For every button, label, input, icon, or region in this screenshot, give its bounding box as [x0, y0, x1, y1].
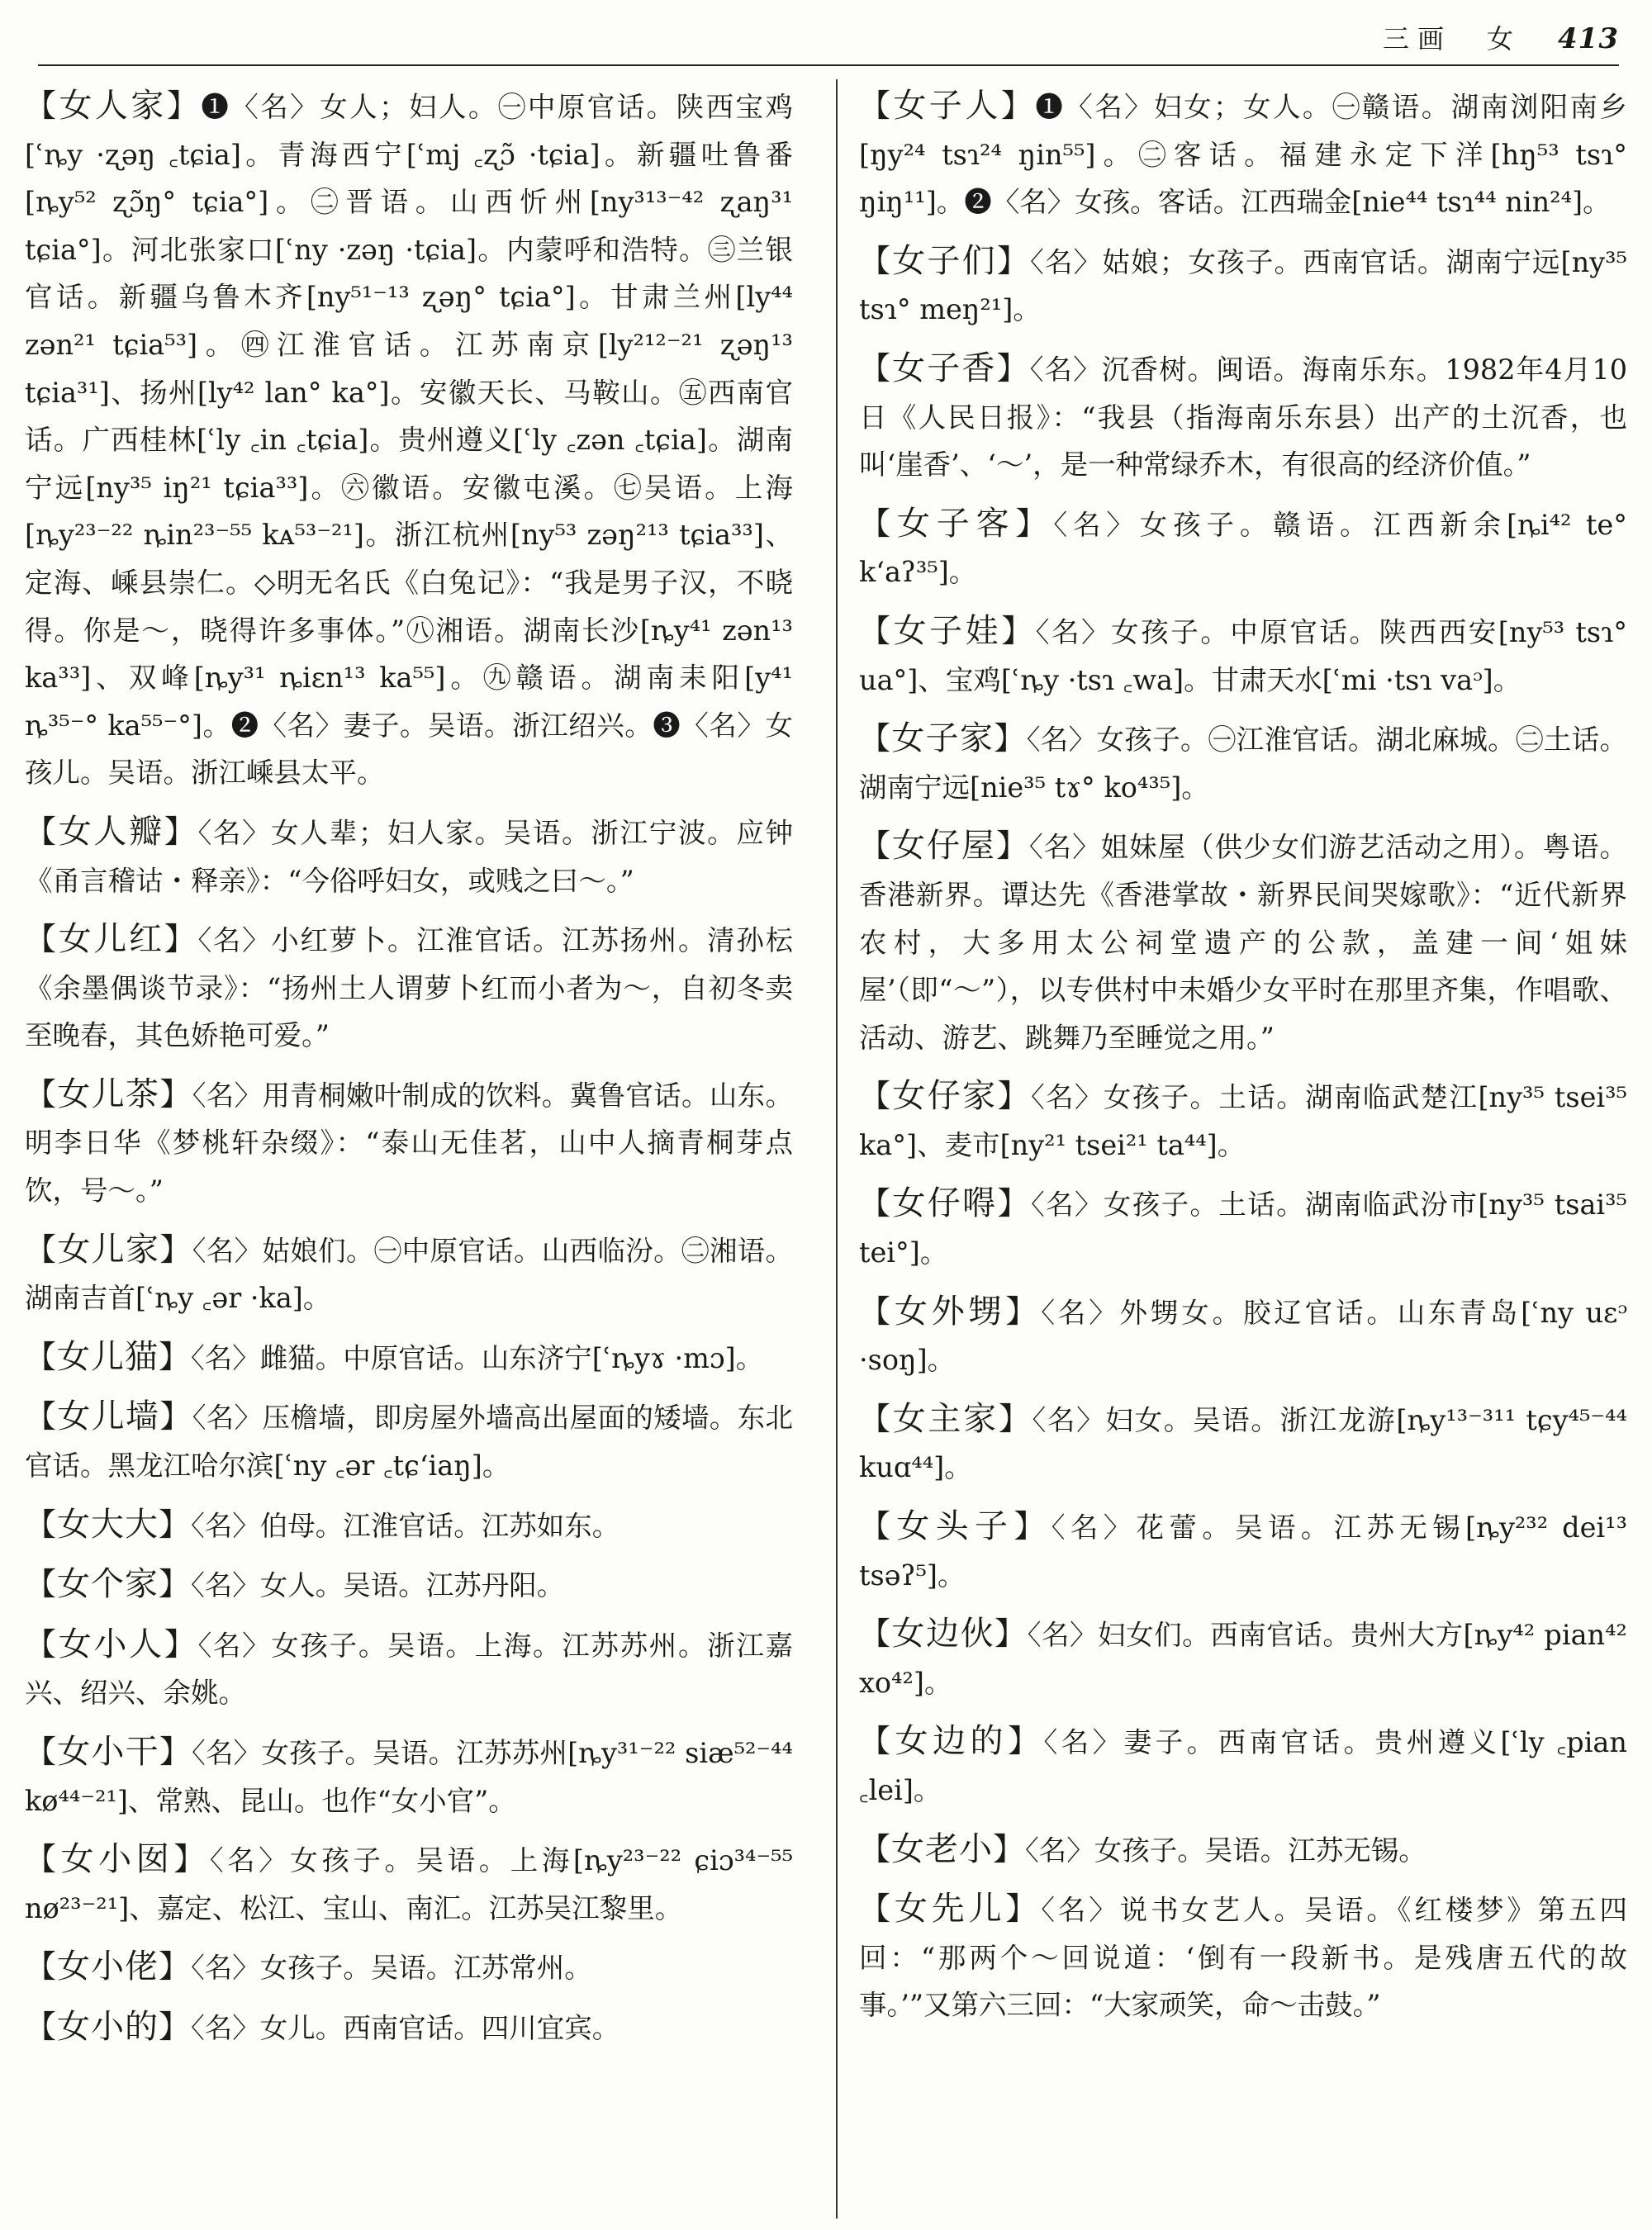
entry-headword: 【女子家】	[859, 719, 1027, 758]
dictionary-entry	[25, 1393, 793, 1489]
dictionary-entry	[25, 916, 793, 1060]
entry-headword: 【女子娃】	[859, 611, 1036, 650]
dictionary-entry	[25, 1226, 793, 1322]
dictionary-entry	[25, 1836, 793, 1932]
dictionary-entry	[859, 608, 1627, 704]
entry-body: 〈名〉女孩子。土话。湖南临武汾市[ny³⁵ tsai³⁵ tei°]。	[859, 1189, 1627, 1269]
entry-body: 〈名〉女孩子。吴语。江苏无锡。	[1025, 1834, 1427, 1867]
entry-headword: 【女儿猫】	[25, 1337, 192, 1376]
dictionary-entry	[25, 1943, 793, 1992]
entry-headword: 【女个家】	[25, 1565, 192, 1604]
entry-body: 〈名〉女孩子。吴语。江苏苏州[ȵy³¹⁻²² siæ⁵²⁻⁴⁴ kø⁴⁴⁻²¹]、常熟、昆山。也作“女小官”。	[25, 1737, 793, 1817]
section-title: 三画 女	[1383, 23, 1522, 55]
entry-body: 〈名〉女人辈；妇人家。吴语。浙江宁波。应钟《甬言稽诂・释亲》：“今俗呼妇女，或贱之曰～。”	[25, 816, 794, 897]
entry-headword: 【女边的】	[859, 1722, 1044, 1761]
entry-headword: 【女外甥】	[859, 1292, 1042, 1331]
entry-headword: 【女头子】	[859, 1507, 1051, 1546]
entry-headword: 【女小的】	[25, 2007, 192, 2046]
entry-headword: 【女人瓣】	[25, 812, 198, 851]
entry-body: 〈名〉女孩子。赣语。江西新余[ȵi⁴² te° kʻaʔ³⁵]。	[859, 508, 1628, 589]
entry-body: 〈名〉女孩子。㊀江淮官话。湖北麻城。㊁土话。湖南宁远[nie³⁵ tɤ° ko⁴³⁵]。	[859, 724, 1627, 804]
entry-body: 〈名〉姑娘们。㊀中原官话。山西临汾。㊁湘语。湖南吉首[ʿȵy ꜀ər ·ka]。	[25, 1234, 793, 1315]
dictionary-entry	[859, 238, 1627, 334]
entry-body: ❶〈名〉妇女；女人。㊀赣语。湖南浏阳南乡[ŋy²⁴ tsɿ²⁴ ŋin⁵⁵]。㊁客话。福建永定下洋[hŋ⁵³ tsɿ° ŋiŋ¹¹]。❷〈名〉女孩。客话。江西瑞金[nie⁴⁴ tsɿ⁴⁴ nin²⁴]。	[859, 91, 1627, 219]
entry-body: 〈名〉压檐墙，即房屋外墙高出屋面的矮墙。东北官话。黑龙江哈尔滨[ʿny ꜀ər ꜀tɕʻiaŋ]。	[25, 1402, 793, 1483]
header-rule	[38, 64, 1619, 66]
dictionary-entry	[859, 1611, 1627, 1706]
entry-body: ❶〈名〉女人；妇人。㊀中原官话。陕西宝鸡[ʿȵy ·ʐəŋ ꜀tɕia]。青海西宁[ʿmj ꜀ʐɔ̃ ·tɕia]。新疆吐鲁番[ȵy⁵² ʐɔ̃ŋ° tɕia°]。㊁晋语。山西忻州[ny³¹³⁻⁴² ʐaŋ³¹ tɕia°]。河北张家口[ʿny ·zəŋ ·tɕia]。内蒙呼和浩特。㊂兰银官话。新疆乌鲁木齐[ny⁵¹⁻¹³ ʐəŋ° tɕia°]。甘肃兰州[ly⁴⁴ zən²¹ tɕia⁵³]。㊃江淮官话。江苏南京[ly²¹²⁻²¹ ʐəŋ¹³ tɕia³¹]、扬州[ly⁴² lan° ka°]。安徽天长、马鞍山。㊄西南官话。广西桂林[ʿly ꜀in ꜀tɕia]。贵州遵义[ʿly ꜀zən ꜀tɕia]。湖南宁远[ny³⁵ iŋ²¹ tɕia³³]。㊅徽语。安徽屯溪。㊆吴语。上海[ȵy²³⁻²² ȵin²³⁻⁵⁵ kᴀ⁵³⁻²¹]。浙江杭州[ny⁵³ zəŋ²¹³ tɕia³³]、定海、嵊县崇仁。◇明无名氏《白兔记》：“我是男子汉，不晓得。你是～，晓得许多事体。”㊇湘语。湖南长沙[ȵy⁴¹ zən¹³ ka³³]、双峰[ȵy³¹ ȵiɛn¹³ ka⁵⁵]。㊈赣语。湖南耒阳[y⁴¹ ȵ³⁵⁻° ka⁵⁵⁻°]。❷〈名〉妻子。吴语。浙江绍兴。❸〈名〉女孩儿。吴语。浙江嵊县太平。	[25, 91, 793, 790]
entry-body: 〈名〉女儿。西南官话。四川宜宾。	[191, 2011, 620, 2044]
entry-headword: 【女小人】	[25, 1625, 198, 1663]
dictionary-entry	[859, 1180, 1627, 1276]
entry-headword: 【女仔嘚】	[859, 1184, 1031, 1223]
entry-body: 〈名〉伯母。江淮官话。江苏如东。	[191, 1509, 620, 1542]
entry-body: 〈名〉姑娘；女孩子。西南官话。湖南宁远[ny³⁵ tsɿ° meŋ²¹]。	[859, 245, 1627, 326]
dictionary-entry	[25, 809, 793, 904]
entry-headword: 【女仔家】	[859, 1077, 1031, 1116]
dictionary-entry	[859, 715, 1627, 811]
entry-headword: 【女边伙】	[859, 1615, 1028, 1654]
dictionary-entry	[859, 83, 1627, 226]
running-head	[1383, 18, 1619, 59]
page-number: 413	[1558, 22, 1619, 55]
entry-body: 〈名〉女孩子。土话。湖南临武楚江[ny³⁵ tsei³⁵ ka°]、麦市[ny²¹ tsei²¹ ta⁴⁴]。	[859, 1081, 1627, 1161]
entry-headword: 【女仔屋】	[859, 827, 1029, 866]
dictionary-entry	[25, 1502, 793, 1550]
entry-headword: 【女儿茶】	[25, 1075, 192, 1113]
entry-headword: 【女人家】	[25, 87, 202, 125]
dictionary-entry	[25, 1561, 793, 1610]
entry-headword: 【女子香】	[859, 349, 1030, 387]
entry-body: 〈名〉女孩子。中原官话。陕西西安[ny⁵³ tsɿ° ua°]、宝鸡[ʿȵy ·tsɿ ꜀wa]。甘肃天水[ʿmi ·tsɿ vaᵓ]。	[859, 615, 1627, 696]
dictionary-entry	[859, 501, 1627, 596]
entry-body: 〈名〉女人。吴语。江苏丹阳。	[191, 1569, 565, 1602]
entry-body: 〈名〉花蕾。吴语。江苏无锡[ȵy²³² dei¹³ tsəʔ⁵]。	[859, 1511, 1627, 1592]
dictionary-entry	[859, 823, 1627, 1061]
entry-body: 〈名〉女孩子。吴语。上海[ȵy²³⁻²² ɕiɔ³⁴⁻⁵⁵ nø²³⁻²¹]、嘉定、松江、宝山、南汇。江苏吴江黎里。	[25, 1844, 793, 1924]
entry-headword: 【女主家】	[859, 1399, 1032, 1438]
column-divider	[836, 79, 838, 2218]
dictionary-entry	[859, 1503, 1627, 1599]
entry-headword: 【女大大】	[25, 1505, 192, 1544]
dictionary-entry	[859, 1073, 1627, 1169]
entry-headword: 【女先儿】	[859, 1890, 1042, 1929]
entry-body: 〈名〉说书女艺人。吴语。《红楼梦》第五四回：“那两个～回说道：‘倒有一段新书。是残唐五代的故事。’”又第六三回：“大家顽笑，命～击鼓。”	[859, 1894, 1627, 2022]
dictionary-entry	[25, 1334, 793, 1383]
entry-body: 〈名〉女孩子。吴语。江苏常州。	[191, 1952, 592, 1985]
entry-body: 〈名〉姐妹屋（供少女们游艺活动之用）。粤语。香港新界。谭达先《香港掌故・新界民间哭嫁歌》：“近代新界农村，大多用太公祠堂遗产的公款，盖建一间‘姐妹屋’（即“～”），以专供村中未婚少女平时在那里齐集，作唱歌、活动、游艺、跳舞乃至睡觉之用。”	[859, 831, 1627, 1054]
entry-body: 〈名〉女孩子。吴语。上海。江苏苏州。浙江嘉兴、绍兴、余姚。	[25, 1629, 794, 1710]
entry-headword: 【女子客】	[859, 504, 1054, 543]
dictionary-entry	[859, 1718, 1627, 1814]
entry-headword: 【女儿家】	[25, 1230, 192, 1269]
dictionary-entry	[859, 1288, 1627, 1384]
dictionary-entry	[25, 1621, 793, 1717]
dictionary-entry	[859, 1396, 1627, 1492]
entry-body: 〈名〉用青桐嫩叶制成的饮料。冀鲁官话。山东。明李日华《梦桃轩杂缀》：“泰山无佳茗，山中人摘青桐芽点饮，号～。”	[25, 1079, 793, 1208]
entry-body: 〈名〉外甥女。胶辽官话。山东青岛[ʿny uɛᵓ ·soŋ]。	[859, 1296, 1627, 1377]
dictionary-entry	[859, 1826, 1627, 1875]
dictionary-entry	[859, 1886, 1627, 2029]
entry-body: 〈名〉小红萝卜。江淮官话。江苏扬州。清孙枟《余墨偶谈节录》：“扬州土人谓萝卜红而小者为～，自初冬卖至晚春，其色娇艳可爱。”	[25, 924, 794, 1052]
entry-headword: 【女子人】	[859, 87, 1036, 125]
entry-body: 〈名〉雌猫。中原官话。山东济宁[ʿȵyɤ ·mɔ]。	[191, 1341, 764, 1374]
entry-headword: 【女子们】	[859, 241, 1031, 280]
entry-body: 〈名〉妇女们。西南官话。贵州大方[ȵy⁴² pian⁴² xo⁴²]。	[859, 1619, 1627, 1699]
entry-body: 〈名〉沉香树。闽语。海南乐东。1982年4月10日《人民日报》：“我县（指海南乐东县）出产的土沉香，也叫‘崖香’、‘～’，是一种常绿乔木，有很高的经济价值。”	[859, 353, 1628, 482]
entry-headword: 【女小囡】	[25, 1840, 210, 1879]
entry-headword: 【女小干】	[25, 1733, 192, 1771]
left-column	[25, 83, 793, 2064]
entry-body: 〈名〉妇女。吴语。浙江龙游[ȵy¹³⁻³¹¹ tɕy⁴⁵⁻⁴⁴ kuɑ⁴⁴]。	[859, 1403, 1627, 1484]
dictionary-entry	[25, 2004, 793, 2052]
dictionary-entry	[859, 345, 1627, 489]
entry-headword: 【女儿红】	[25, 920, 198, 959]
dictionary-entry	[25, 83, 793, 797]
right-column	[859, 83, 1627, 2041]
entry-headword: 【女老小】	[859, 1829, 1026, 1868]
entry-headword: 【女小佬】	[25, 1948, 192, 1986]
entry-headword: 【女儿墙】	[25, 1397, 192, 1436]
dictionary-entry	[25, 1729, 793, 1824]
dictionary-entry	[25, 1071, 793, 1215]
entry-body: 〈名〉妻子。西南官话。贵州遵义[ʿly ꜀pian ꜀lei]。	[859, 1726, 1627, 1806]
